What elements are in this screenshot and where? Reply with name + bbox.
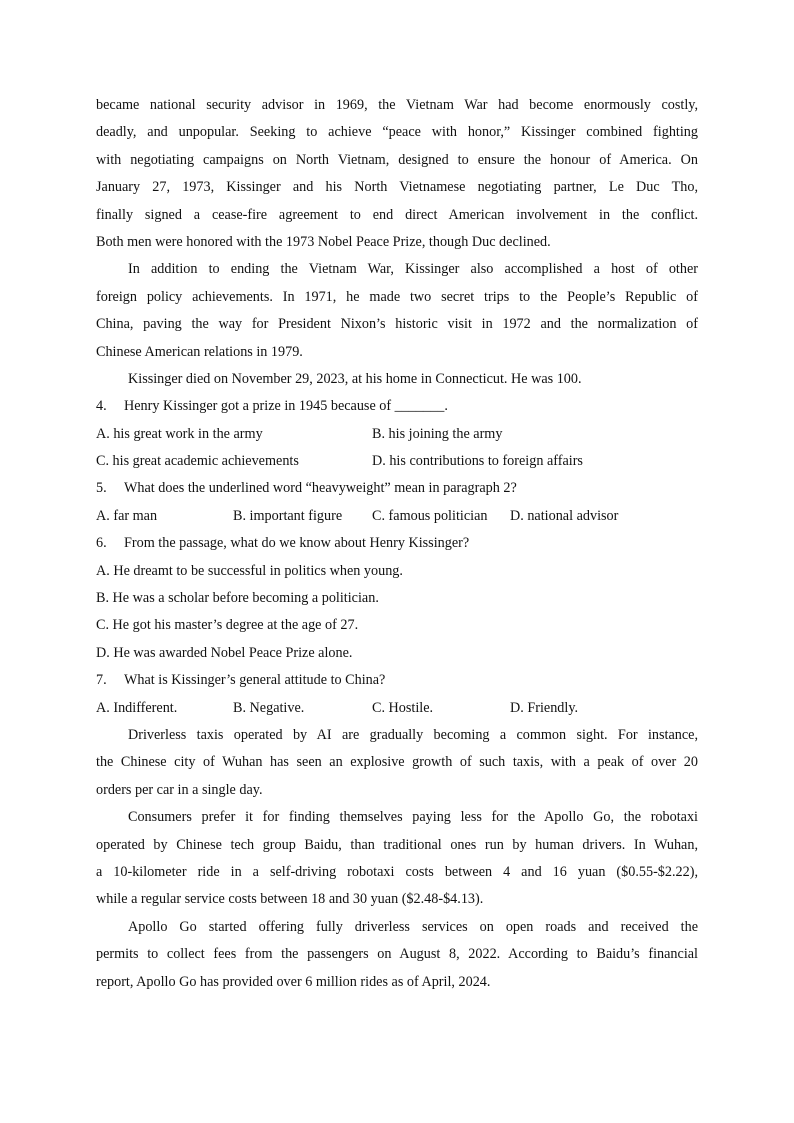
option-c[interactable]: C. famous politician bbox=[372, 507, 488, 524]
text-line: China, paving the way for President Nixon’s historic visit in 1972 and the normalization of bbox=[96, 316, 698, 333]
question-6 bbox=[96, 530, 698, 557]
paragraph: Kissinger died on November 29, 2023, at his home in Connecticut. He was 100. bbox=[128, 370, 582, 387]
text-line: Driverless taxis operated by AI are gradually becoming a common sight. For instance, bbox=[128, 726, 698, 743]
options-row bbox=[96, 503, 698, 530]
question-number: 7. bbox=[96, 672, 107, 689]
text-line: Consumers prefer it for finding themselves paying less for the Apollo Go, the robotaxi bbox=[128, 809, 698, 826]
option-a[interactable]: A. He dreamt to be successful in politics when young. bbox=[96, 562, 403, 579]
question-4 bbox=[96, 393, 698, 420]
text-line: Apollo Go started offering fully driverless services on open roads and received the bbox=[128, 918, 698, 935]
text-line: a 10-kilometer ride in a self-driving robotaxi costs between 4 and 16 yuan ($0.55-$2.22), bbox=[96, 863, 698, 880]
question-7 bbox=[96, 667, 698, 694]
question-stem: Henry Kissinger got a prize in 1945 because of _______. bbox=[124, 398, 448, 415]
option-c[interactable]: C. his great academic achievements bbox=[96, 453, 299, 470]
question-number: 6. bbox=[96, 535, 107, 552]
option-b[interactable]: B. He was a scholar before becoming a politician. bbox=[96, 590, 379, 607]
option-c[interactable]: C. He got his master’s degree at the age of 27. bbox=[96, 617, 359, 634]
text-line: operated by Chinese tech group Baidu, than traditional ones run by human drivers. In Wuhan, bbox=[96, 836, 698, 853]
option-d[interactable]: D. Friendly. bbox=[510, 699, 579, 716]
question-number: 5. bbox=[96, 480, 107, 497]
question-5 bbox=[96, 475, 698, 502]
text-line: deadly, and unpopular. Seeking to achieve “peace with honor,” Kissinger combined fighting bbox=[96, 124, 698, 141]
option-a[interactable]: A. far man bbox=[96, 507, 158, 524]
option-b[interactable]: B. his joining the army bbox=[372, 425, 503, 442]
text-line: became national security advisor in 1969, the Vietnam War had become enormously costly, bbox=[96, 97, 698, 113]
text-line: while a regular service costs between 18 and 30 yuan ($2.48-$4.13). bbox=[96, 891, 484, 908]
option-a[interactable]: A. his great work in the army bbox=[96, 425, 263, 442]
text-line: the Chinese city of Wuhan has seen an explosive growth of such taxis, with a peak of over 20 bbox=[96, 754, 698, 771]
option-b[interactable]: B. Negative. bbox=[233, 699, 305, 716]
question-stem: From the passage, what do we know about Henry Kissinger? bbox=[124, 535, 470, 552]
options-row bbox=[96, 448, 698, 475]
options-row bbox=[96, 421, 698, 448]
text-line: permits to collect fees from the passengers on August 8, 2022. According to Baidu’s financial bbox=[96, 946, 698, 963]
text-line: In addition to ending the Vietnam War, Kissinger also accomplished a host of other bbox=[128, 261, 698, 278]
question-stem: What does the underlined word “heavyweight” mean in paragraph 2? bbox=[124, 480, 517, 497]
text-line: orders per car in a single day. bbox=[96, 781, 263, 798]
text-line: finally signed a cease-fire agreement to end direct American involvement in the conflict. bbox=[96, 206, 698, 223]
document-page bbox=[96, 92, 698, 996]
option-d[interactable]: D. He was awarded Nobel Peace Prize alone. bbox=[96, 644, 353, 661]
paragraph bbox=[96, 804, 698, 914]
question-number: 4. bbox=[96, 398, 107, 415]
question-stem: What is Kissinger’s general attitude to China? bbox=[124, 672, 386, 689]
option-d[interactable]: D. national advisor bbox=[510, 507, 619, 524]
option-a[interactable]: A. Indifferent. bbox=[96, 699, 178, 716]
text-line: with negotiating campaigns on North Vietnam, designed to ensure the honour of America. On bbox=[96, 151, 698, 168]
text-line: report, Apollo Go has provided over 6 million rides as of April, 2024. bbox=[96, 973, 491, 990]
text-line: foreign policy achievements. In 1971, he made two secret trips to the People’s Republic of bbox=[96, 288, 698, 305]
option-c[interactable]: C. Hostile. bbox=[372, 699, 434, 716]
option-d[interactable]: D. his contributions to foreign affairs bbox=[372, 453, 583, 470]
text-line: Both men were honored with the 1973 Nobel Peace Prize, though Duc declined. bbox=[96, 233, 551, 250]
option-b[interactable]: B. important figure bbox=[233, 507, 343, 524]
paragraph bbox=[96, 256, 698, 366]
text-line: January 27, 1973, Kissinger and his North Vietnamese negotiating partner, Le Duc Tho, bbox=[96, 179, 698, 196]
paragraph bbox=[96, 914, 698, 996]
options-row bbox=[96, 695, 698, 722]
paragraph bbox=[96, 92, 698, 256]
paragraph bbox=[96, 722, 698, 804]
text-line: Chinese American relations in 1979. bbox=[96, 343, 303, 360]
